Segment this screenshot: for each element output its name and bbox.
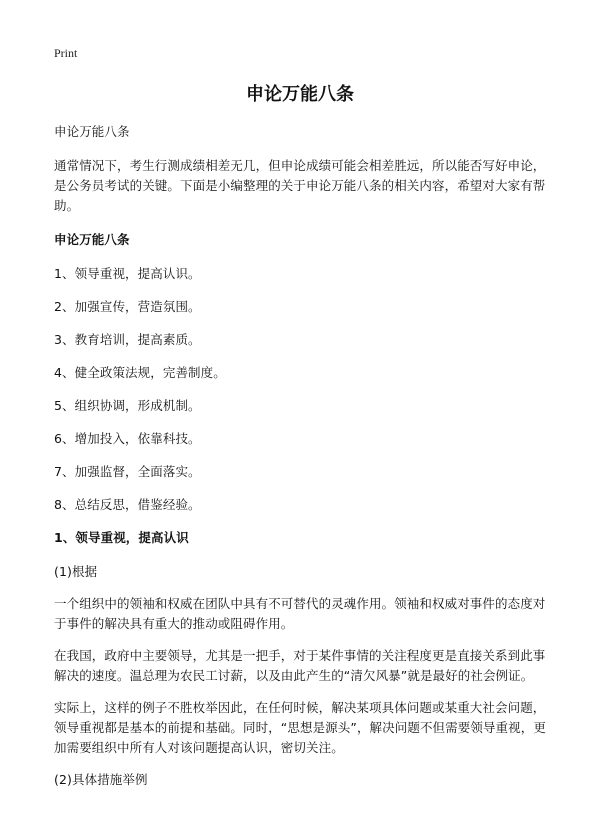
list-heading: 申论万能八条 [54, 232, 130, 247]
list-item: 5、组织协调，形成机制。 [54, 398, 201, 413]
list-item: 4、健全政策法规，完善制度。 [54, 365, 226, 380]
list-item: 6、增加投入，依靠科技。 [54, 431, 201, 446]
article-subtitle: 申论万能八条 [54, 124, 130, 139]
list-item: 7、加强监督，全面落实。 [54, 464, 201, 479]
article-body [54, 122, 548, 802]
page-title: 申论万能八条 [246, 84, 354, 105]
basis-label: (1)根据 [54, 564, 98, 579]
body-paragraph: 在我国，政府中主要领导，尤其是一把手，对于某件事情的关注程度更是直接关系到此事解决的速度。温总理为农民工讨薪，以及由此产生的“清欠风暴”就是最好的社会例证。 [54, 648, 546, 683]
intro-paragraph: 通常情况下，考生行测成绩相差无几，但申论成绩可能会相差胜远，所以能否写好申论，是公务员考试的关键。下面是小编整理的关于申论万能八条的相关内容，希望对大家有帮助。 [54, 158, 546, 213]
list-item: 2、加强宣传，营造氛围。 [54, 299, 201, 314]
list-item: 1、领导重视，提高认识。 [54, 266, 201, 281]
body-paragraph: 实际上，这样的例子不胜枚举因此，在任何时候，解决某项具体问题或某重大社会问题，领导重视都是基本的前提和基础。同时，“思想是源头”，解决问题不但需要领导重视，更加需要组织中所有人对该问题提高认识，密切关注。 [54, 700, 546, 755]
measures-label: (2)具体措施举例 [54, 772, 148, 787]
list-item: 3、教育培训，提高素质。 [54, 332, 201, 347]
body-paragraph: 一个组织中的领袖和权威在团队中具有不可替代的灵魂作用。领袖和权威对事件的态度对于事件的解决具有重大的推动或阻碍作用。 [54, 596, 546, 631]
print-link[interactable]: Print [54, 46, 78, 60]
section-heading: 1、领导重视，提高认识 [54, 530, 189, 545]
list-item: 8、总结反思，借鉴经验。 [54, 497, 201, 512]
